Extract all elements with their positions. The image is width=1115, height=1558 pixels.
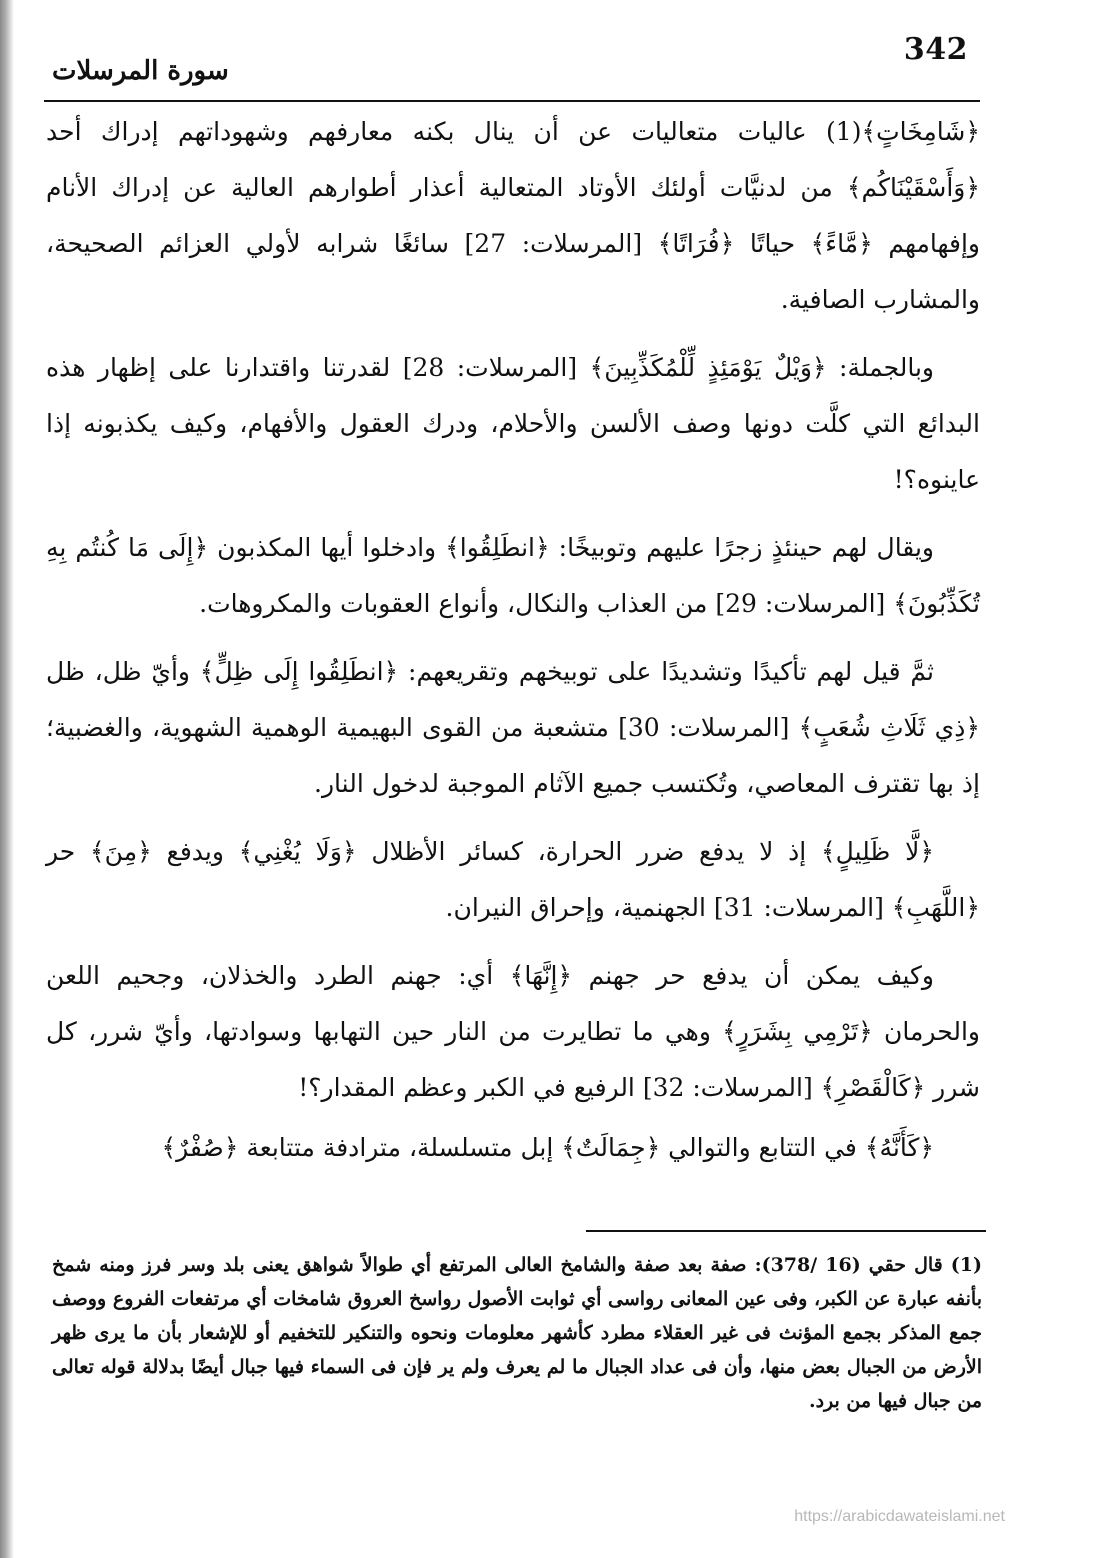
footnote-block xyxy=(52,1248,982,1418)
paragraph-6: وكيف يمكن أن يدفع حر جهنم ﴿إِنَّهَا﴾ أي: جهنم الطرد والخذلان، وجحيم اللعن والحرمان ﴿تَرْمِي بِشَرَرٍ﴾ وهي ما تطايرت من النار حين التهابها وسوادتها، وأيّ شرر، كل شرر ﴿كَالْقَصْرِ﴾ [المرسلات: 32] الرفيع في الكبر وعظم المقدار؟! xyxy=(46,961,980,1102)
paragraph-3: ويقال لهم حينئذٍ زجرًا عليهم وتوبيخًا: ﴿انطَلِقُوا﴾ وادخلوا أيها المكذبون ﴿إِلَى مَا كُنتُم بِهِ تُكَذِّبُونَ﴾ [المرسلات: 29] من العذاب والنكال، وأنواع العقوبات والمكروهات. xyxy=(46,533,980,618)
main-text xyxy=(46,104,980,1188)
footnote-divider xyxy=(586,1230,986,1232)
paragraph-4: ثمَّ قيل لهم تأكيدًا وتشديدًا على توبيخهم وتقريعهم: ﴿انطَلِقُوا إِلَى ظِلٍّ﴾ وأيّ ظل، ظل ﴿ذِي ثَلَاثِ شُعَبٍ﴾ [المرسلات: 30] متشعبة من القوى البهيمية الوهمية الشهوية، والغضبية؛ إذ بها تقترف المعاصي، وتُكتسب جميع الآثام الموجبة لدخول النار. xyxy=(46,657,980,798)
footnote-marker: (1) xyxy=(950,1254,982,1276)
header-divider xyxy=(44,100,980,102)
footnote-text: قال حقي (16 /378): صفة بعد صفة والشامخ العالى المرتفع أي طوالاً شواهق يعنى بلد وسر فرز ومنه شمخ بأنفه عبارة عن الكبر، وفى عين المعانى رواسى أي ثوابت الأصول رواسخ العروق شامخات أي مرتفعات الفروع ووصف جمع المذكر بجمع المؤنث فى غير العقلاء مطرد كأشهر معلومات ونحوه والتنكير للتخفيم أو للإشعار بأن ما يرى ظهر الأرض من الجبال بعض منها، وأن فى عداد الجبال ما لم يعرف ولم ير فإن فى السماء فيها جبال أيضًا بدلالة قوله تعالى من جبال فيها من برد. xyxy=(52,1254,982,1412)
page-header xyxy=(44,28,978,100)
running-title: سورة المرسلات xyxy=(52,56,229,86)
paragraph-7: ﴿كَأَنَّهُ﴾ في التتابع والتوالي ﴿جِمَالَتٌ﴾ إبل متسلسلة، مترادفة متتابعة ﴿صُفْرٌ﴾ xyxy=(161,1133,934,1162)
paragraph-2: وبالجملة: ﴿وَيْلٌ يَوْمَئِذٍ لِّلْمُكَذِّبِينَ﴾ [المرسلات: 28] لقدرتنا واقتدارنا على إظهار هذه البدائع التي كلَّت دونها وصف الألسن والأحلام، ودرك العقول والأفهام، وكيف يكذبونه إذا عاينوه؟! xyxy=(46,353,980,494)
paragraph-5: ﴿لَّا ظَلِيلٍ﴾ إذ لا يدفع ضرر الحرارة، كسائر الأظلال ﴿وَلَا يُغْنِي﴾ ويدفع ﴿مِنَ﴾ حر ﴿اللَّهَبِ﴾ [المرسلات: 31] الجهنمية، وإحراق النيران. xyxy=(46,837,980,922)
page-number: 342 xyxy=(903,32,968,67)
paragraph-1: ﴿شَامِخَاتٍ﴾(1) عاليات متعاليات عن أن ينال بكنه معارفهم وشهوداتهم إدراك أحد ﴿وَأَسْقَيْنَاكُم﴾ من لدنيَّات أولئك الأوتاد المتعالية أعذار أطوارهم العالية عن إدراك الأنام وإفهامهم ﴿مَّاءً﴾ حياتًا ﴿فُرَاتًا﴾ [المرسلات: 27] سائغًا شرابه لأولي العزائم الصحيحة، والمشارب الصافية. xyxy=(46,117,980,314)
watermark-url: https://arabicdawateislami.net xyxy=(794,1508,1005,1525)
scan-edge-shadow xyxy=(0,0,14,1558)
